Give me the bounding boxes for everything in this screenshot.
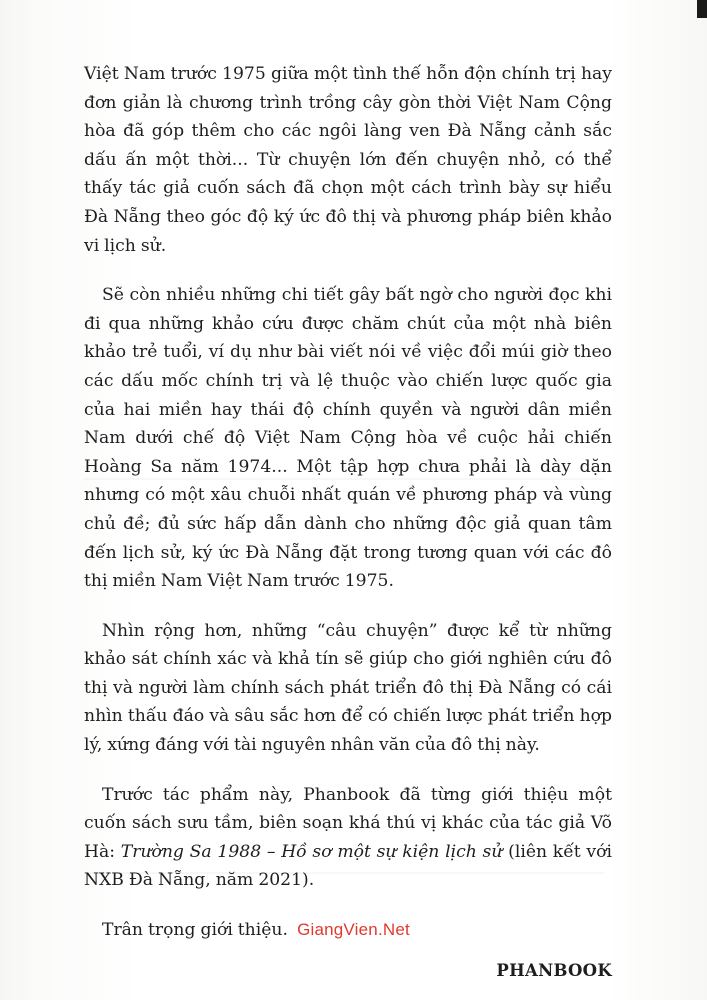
page-body — [84, 60, 612, 985]
paragraph: Việt Nam trước 1975 giữa một tình thế hỗn độn chính trị hay đơn giản là chương trình trồng cây gòn thời Việt Nam Cộng hòa đã góp thêm cho các ngôi làng ven Đà Nẵng cảnh sắc dấu ấn một thời... Từ chuyện lớn đến chuyện nhỏ, có thể thấy tác giả cuốn sách đã chọn một cách trình bày sự hiểu Đà Nẵng theo góc độ ký ức đô thị và phương pháp biên khảo vi lịch sử. — [84, 64, 612, 256]
book-title: Trường Sa 1988 – Hồ sơ một sự kiện lịch sử — [120, 841, 503, 862]
intro-text: Trước tác phẩm này, Phanbook đã từng giới thiệu một cuốn sách sưu tầm, biên soạn khá thú vị khác của tác giả Võ Hà: — [84, 784, 612, 862]
intro-paragraph — [84, 781, 612, 895]
publisher-signature: PHANBOOK — [496, 960, 612, 980]
closing-line: Trân trọng giới thiệu. — [102, 920, 288, 941]
page-edge-mark — [697, 0, 707, 18]
intro-text-end: (liên kết với NXB Đà Nẵng, năm 2021). — [84, 841, 612, 891]
paragraph: Nhìn rộng hơn, những “câu chuyện” được kể từ những khảo sát chính xác và khả tín sẽ giúp cho giới nghiên cứu đô thị và người làm chính sách phát triển đô thị Đà Nẵng có cái nhìn thấu đáo và sâu sắc hơn để có chiến lược phát triển hợp lý, xứng đáng với tài nguyên nhân văn của đô thị này. — [84, 620, 612, 756]
paragraph: Sẽ còn nhiều những chi tiết gây bất ngờ cho người đọc khi đi qua những khảo cứu được chăm chút của một nhà biên khảo trẻ tuổi, ví dụ như bài viết nói về việc đổi múi giờ theo các dấu mốc chính trị và lệ thuộc vào chiến lược quốc gia của hai miền hay thái độ chính quyền và người dân miền Nam dưới chế độ Việt Nam Cộng hòa về cuộc hải chiến Hoàng Sa năm 1974... Một tập hợp chưa phải là dày dặn nhưng có một xâu chuỗi nhất quán về phương pháp và vùng chủ đề; đủ sức hấp dẫn dành cho những độc giả quan tâm đến lịch sử, ký ức Đà Nẵng đặt trong tương quan với các đô thị miền Nam Việt Nam trước 1975. — [84, 285, 612, 592]
watermark: GiangVien.Net — [297, 920, 410, 939]
